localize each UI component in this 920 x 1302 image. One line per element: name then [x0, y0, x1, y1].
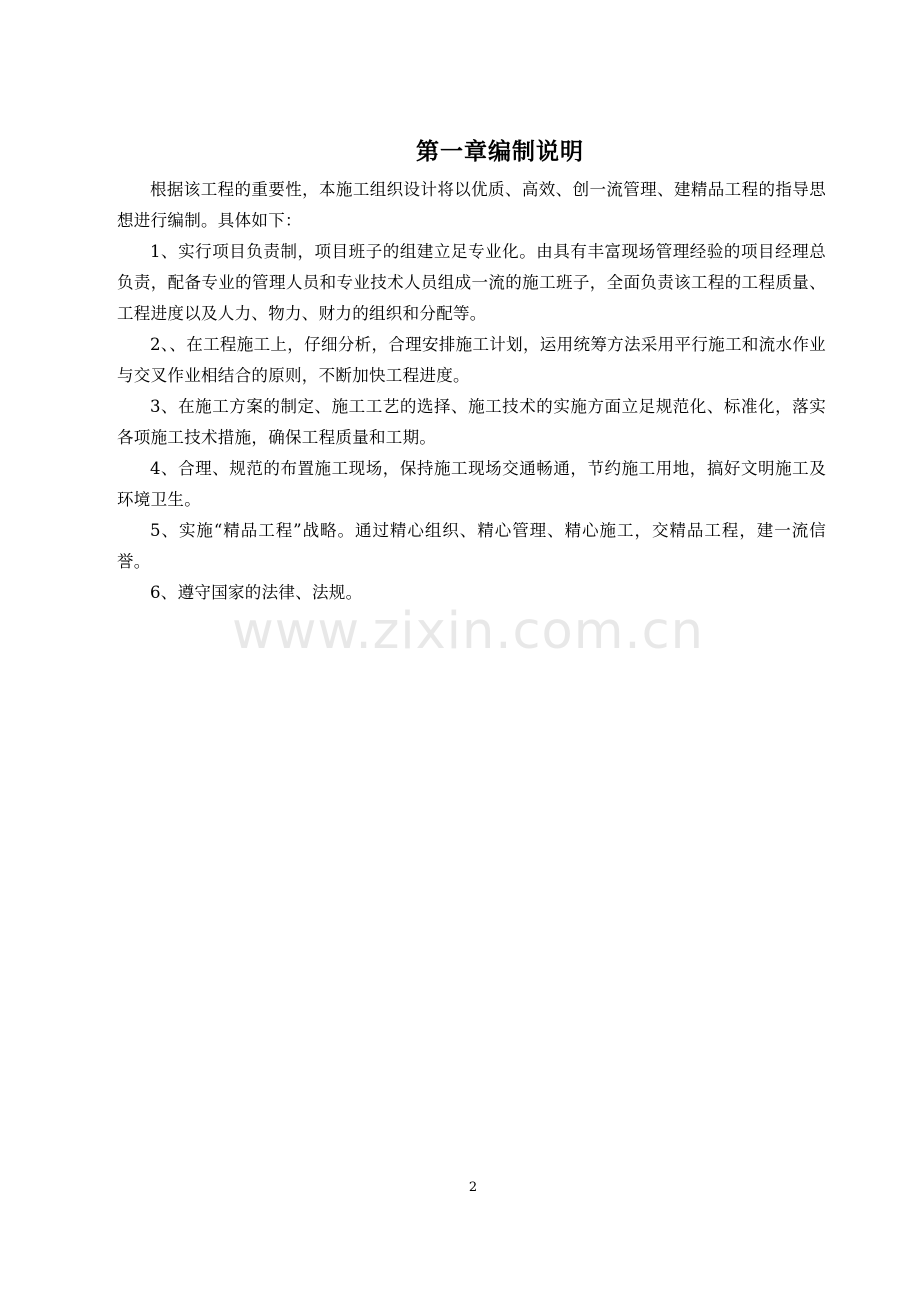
page-number: 2	[468, 1180, 478, 1195]
document-body	[117, 174, 826, 608]
watermark-text: www.zixin.com.cn	[232, 602, 704, 661]
paragraph-item-2: 2、、在工程施工上，仔细分析，合理安排施工计划，运用统筹方法采用平行施工和流水作业与交叉作业相结合的原则，不断加快工程进度。	[117, 335, 826, 385]
paragraph-item-6: 6、遵守国家的法律、法规。	[150, 583, 363, 602]
paragraph-item-4: 4、合理、规范的布置施工现场，保持施工现场交通畅通，节约施工用地，搞好文明施工及环境卫生。	[117, 459, 826, 509]
chapter-title: 第一章编制说明	[416, 139, 584, 165]
paragraph-item-3: 3、在施工方案的制定、施工工艺的选择、施工技术的实施方面立足规范化、标准化，落实各项施工技术措施，确保工程质量和工期。	[117, 397, 826, 447]
paragraph-item-1: 1、实行项目负责制，项目班子的组建立足专业化。由具有丰富现场管理经验的项目经理总负责，配备专业的管理人员和专业技术人员组成一流的施工班子，全面负责该工程的工程质量、工程进度以及人力、物力、财力的组织和分配等。	[117, 242, 826, 323]
paragraph-item-5: 5、实施“精品工程”战略。通过精心组织、精心管理、精心施工，交精品工程，建一流信誉。	[117, 521, 826, 571]
paragraph-intro: 根据该工程的重要性，本施工组织设计将以优质、高效、创一流管理、建精品工程的指导思想进行编制。具体如下：	[117, 180, 826, 230]
